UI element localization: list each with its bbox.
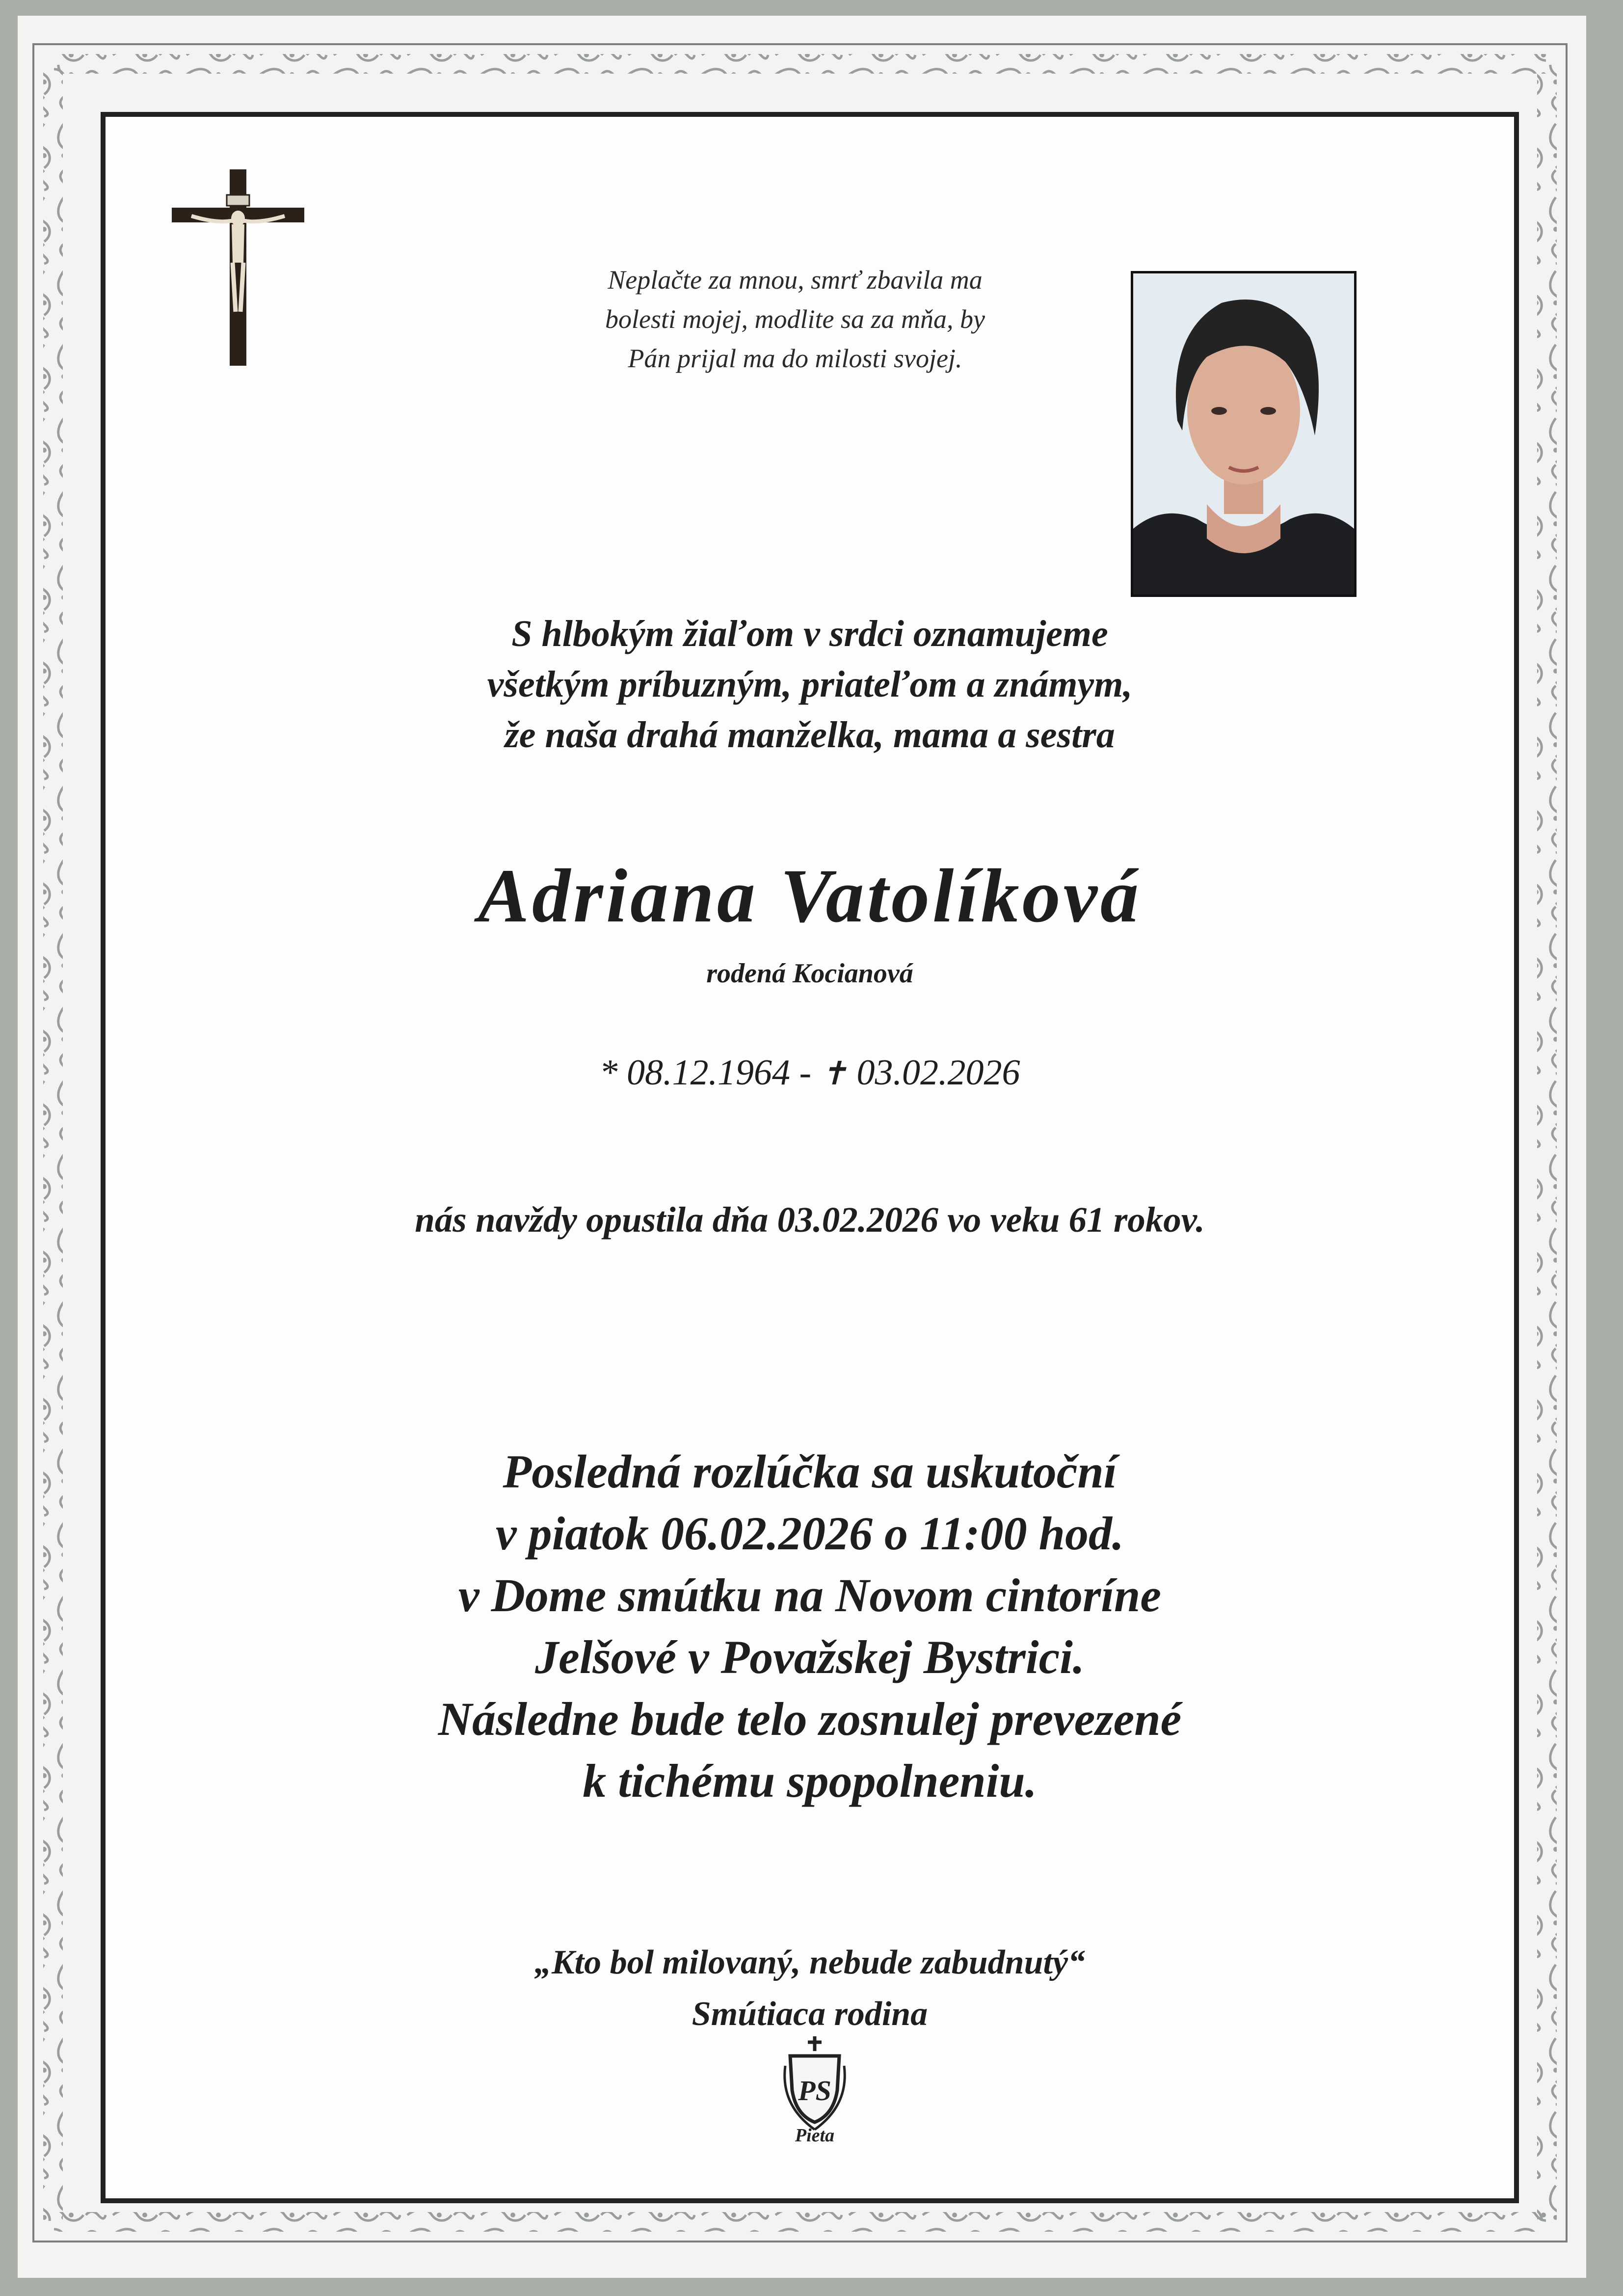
date-separator: - <box>799 1053 812 1093</box>
announcement-line: S hlbokým žiaľom v srdci oznamujeme <box>511 613 1108 654</box>
family-signature: Smútiaca rodina <box>692 1995 928 2033</box>
funeral-line: v piatok 06.02.2026 o 11:00 hod. <box>495 1507 1124 1560</box>
funeral-details <box>123 1441 1497 1812</box>
funeral-line: k tichému spopolneniu. <box>583 1755 1037 1807</box>
funeral-line: Posledná rozlúčka sa uskutoční <box>503 1445 1117 1498</box>
passed-away-text: nás navždy opustila dňa 03.02.2026 vo veku 61 rokov. <box>415 1200 1205 1240</box>
crucifix-icon <box>172 169 304 366</box>
logo-monogram: PS <box>798 2075 831 2107</box>
funeral-line: Následne bude telo zosnulej prevezené <box>438 1693 1182 1745</box>
portrait-photo <box>1131 271 1357 597</box>
birth-symbol: * <box>599 1053 618 1093</box>
announcement-line: všetkým príbuzným, priateľom a známym, <box>487 664 1133 705</box>
closing-quote: „Kto bol milovaný, nebude zabudnutý“ <box>534 1944 1086 1981</box>
motto-line: Pán prijal ma do milosti svojej. <box>628 344 962 373</box>
deceased-name: Adriana Vatolíková <box>478 853 1142 938</box>
announcement-line: že naša drahá manželka, mama a sestra <box>505 714 1115 756</box>
funeral-line: Jelšové v Považskej Bystrici. <box>535 1631 1085 1683</box>
funeral-line: v Dome smútku na Novom cintoríne <box>458 1569 1162 1621</box>
birth-date: 08.12.1964 <box>627 1053 791 1093</box>
announcement <box>123 609 1497 760</box>
logo-label: Pieta <box>795 2125 835 2146</box>
memorial-motto <box>496 260 1094 378</box>
death-date: 03.02.2026 <box>856 1053 1020 1093</box>
life-dates <box>123 1051 1497 1096</box>
motto-line: bolesti mojej, modlite sa za mňa, by <box>605 304 985 334</box>
motto-line: Neplačte za mnou, smrť zbavila ma <box>608 265 983 295</box>
death-cross-icon: ✝ <box>820 1056 848 1092</box>
maiden-name: rodená Kocianová <box>706 958 913 989</box>
